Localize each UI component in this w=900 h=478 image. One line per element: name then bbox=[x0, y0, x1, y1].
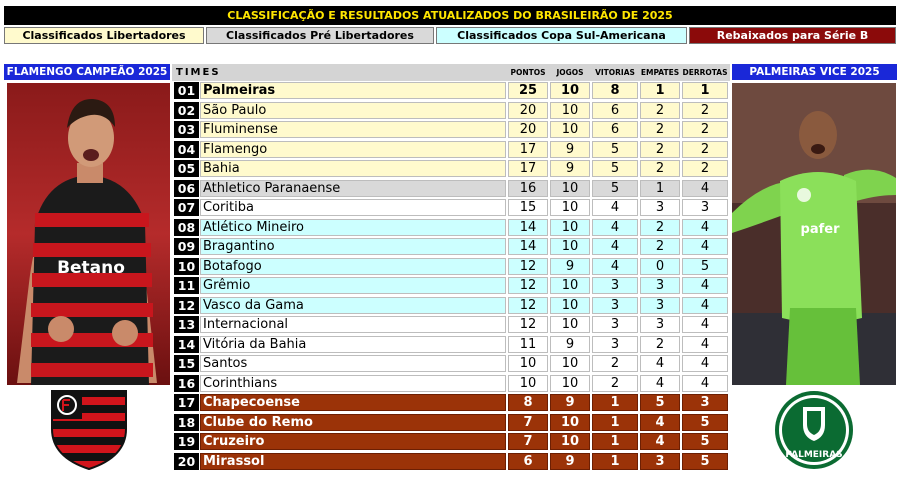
losses-value: 5 bbox=[682, 414, 728, 431]
draws-value: 4 bbox=[640, 414, 680, 431]
position-badge: 11 bbox=[174, 277, 199, 294]
points-value: 17 bbox=[508, 141, 548, 158]
table-row bbox=[172, 452, 730, 471]
header-wins: VITORIAS bbox=[595, 68, 635, 77]
wins-value: 3 bbox=[592, 336, 638, 353]
svg-text:Betano: Betano bbox=[57, 258, 125, 278]
team-name: Santos bbox=[200, 355, 506, 372]
vice-player-photo bbox=[732, 83, 896, 385]
draws-value: 3 bbox=[640, 297, 680, 314]
games-value: 10 bbox=[550, 121, 590, 138]
wins-value: 4 bbox=[592, 258, 638, 275]
losses-value: 4 bbox=[682, 219, 728, 236]
wins-value: 5 bbox=[592, 160, 638, 177]
table-row bbox=[172, 237, 730, 256]
points-value: 12 bbox=[508, 316, 548, 333]
games-value: 10 bbox=[550, 238, 590, 255]
wins-value: 2 bbox=[592, 375, 638, 392]
champion-player-photo bbox=[7, 83, 170, 385]
draws-value: 2 bbox=[640, 336, 680, 353]
games-value: 10 bbox=[550, 316, 590, 333]
legend-libertadores: Classificados Libertadores bbox=[4, 27, 204, 44]
header-games: JOGOS bbox=[556, 68, 584, 77]
position-badge: 03 bbox=[174, 121, 199, 138]
table-row bbox=[172, 140, 730, 159]
draws-value: 0 bbox=[640, 258, 680, 275]
flamengo-crest-icon bbox=[7, 388, 170, 472]
games-value: 9 bbox=[550, 394, 590, 411]
draws-value: 4 bbox=[640, 375, 680, 392]
page-title: CLASSIFICAÇÃO E RESULTADOS ATUALIZADOS DO BRASILEIRÃO DE 2025 bbox=[4, 6, 896, 25]
losses-value: 2 bbox=[682, 141, 728, 158]
wins-value: 5 bbox=[592, 180, 638, 197]
header-draws: EMPATES bbox=[640, 68, 680, 77]
position-badge: 14 bbox=[174, 336, 199, 353]
team-name: São Paulo bbox=[200, 102, 506, 119]
draws-value: 2 bbox=[640, 238, 680, 255]
team-name: Corinthians bbox=[200, 375, 506, 392]
svg-text:PALMEIRAS: PALMEIRAS bbox=[785, 450, 843, 460]
position-badge: 06 bbox=[174, 180, 199, 197]
standings-header bbox=[172, 64, 730, 81]
losses-value: 4 bbox=[682, 355, 728, 372]
points-value: 15 bbox=[508, 199, 548, 216]
position-badge: 10 bbox=[174, 258, 199, 275]
team-name: Vitória da Bahia bbox=[200, 336, 506, 353]
team-name: Flamengo bbox=[200, 141, 506, 158]
losses-value: 4 bbox=[682, 336, 728, 353]
losses-value: 2 bbox=[682, 121, 728, 138]
team-name: Mirassol bbox=[200, 453, 506, 470]
team-name: Bahia bbox=[200, 160, 506, 177]
position-badge: 08 bbox=[174, 219, 199, 236]
table-row bbox=[172, 81, 730, 100]
draws-value: 3 bbox=[640, 277, 680, 294]
losses-value: 4 bbox=[682, 180, 728, 197]
table-row bbox=[172, 198, 730, 217]
draws-value: 2 bbox=[640, 160, 680, 177]
losses-value: 4 bbox=[682, 297, 728, 314]
games-value: 9 bbox=[550, 336, 590, 353]
losses-value: 2 bbox=[682, 160, 728, 177]
draws-value: 2 bbox=[640, 219, 680, 236]
palmeiras-crest-icon bbox=[732, 388, 896, 472]
wins-value: 3 bbox=[592, 297, 638, 314]
wins-value: 4 bbox=[592, 219, 638, 236]
table-row bbox=[172, 101, 730, 120]
games-value: 10 bbox=[550, 375, 590, 392]
position-badge: 18 bbox=[174, 414, 199, 431]
table-row bbox=[172, 432, 730, 451]
team-name: Clube do Remo bbox=[200, 414, 506, 431]
table-row bbox=[172, 179, 730, 198]
header-losses: DERROTAS bbox=[682, 68, 728, 77]
table-row bbox=[172, 218, 730, 237]
wins-value: 1 bbox=[592, 453, 638, 470]
table-row bbox=[172, 354, 730, 373]
header-points: PONTOS bbox=[510, 68, 546, 77]
wins-value: 1 bbox=[592, 414, 638, 431]
losses-value: 4 bbox=[682, 316, 728, 333]
draws-value: 2 bbox=[640, 121, 680, 138]
losses-value: 5 bbox=[682, 258, 728, 275]
games-value: 10 bbox=[550, 82, 590, 99]
points-value: 11 bbox=[508, 336, 548, 353]
games-value: 10 bbox=[550, 433, 590, 450]
wins-value: 6 bbox=[592, 121, 638, 138]
team-name: Internacional bbox=[200, 316, 506, 333]
legend-pre-libertadores: Classificados Pré Libertadores bbox=[206, 27, 434, 44]
header-teams: TIMES bbox=[176, 67, 221, 78]
wins-value: 1 bbox=[592, 433, 638, 450]
team-name: Vasco da Gama bbox=[200, 297, 506, 314]
table-row bbox=[172, 120, 730, 139]
points-value: 8 bbox=[508, 394, 548, 411]
games-value: 9 bbox=[550, 453, 590, 470]
draws-value: 5 bbox=[640, 394, 680, 411]
losses-value: 5 bbox=[682, 453, 728, 470]
games-value: 10 bbox=[550, 297, 590, 314]
points-value: 20 bbox=[508, 102, 548, 119]
losses-value: 3 bbox=[682, 394, 728, 411]
points-value: 10 bbox=[508, 375, 548, 392]
wins-value: 4 bbox=[592, 238, 638, 255]
table-row bbox=[172, 159, 730, 178]
losses-value: 2 bbox=[682, 102, 728, 119]
points-value: 12 bbox=[508, 297, 548, 314]
champion-header: FLAMENGO CAMPEÃO 2025 bbox=[4, 64, 170, 80]
draws-value: 1 bbox=[640, 82, 680, 99]
table-row bbox=[172, 257, 730, 276]
games-value: 10 bbox=[550, 102, 590, 119]
points-value: 17 bbox=[508, 160, 548, 177]
games-value: 10 bbox=[550, 355, 590, 372]
svg-text:pafer: pafer bbox=[800, 222, 840, 237]
points-value: 25 bbox=[508, 82, 548, 99]
table-row bbox=[172, 315, 730, 334]
points-value: 7 bbox=[508, 433, 548, 450]
losses-value: 4 bbox=[682, 238, 728, 255]
table-row bbox=[172, 335, 730, 354]
position-badge: 16 bbox=[174, 375, 199, 392]
points-value: 12 bbox=[508, 258, 548, 275]
position-badge: 20 bbox=[174, 453, 199, 470]
points-value: 12 bbox=[508, 277, 548, 294]
position-badge: 01 bbox=[174, 82, 199, 99]
position-badge: 09 bbox=[174, 238, 199, 255]
losses-value: 3 bbox=[682, 199, 728, 216]
draws-value: 3 bbox=[640, 199, 680, 216]
wins-value: 3 bbox=[592, 277, 638, 294]
wins-value: 8 bbox=[592, 82, 638, 99]
draws-value: 2 bbox=[640, 102, 680, 119]
team-name: Atlético Mineiro bbox=[200, 219, 506, 236]
points-value: 20 bbox=[508, 121, 548, 138]
points-value: 14 bbox=[508, 219, 548, 236]
table-row bbox=[172, 393, 730, 412]
position-badge: 15 bbox=[174, 355, 199, 372]
games-value: 9 bbox=[550, 141, 590, 158]
position-badge: 19 bbox=[174, 433, 199, 450]
legend-relegated: Rebaixados para Série B bbox=[689, 27, 896, 44]
vice-header: PALMEIRAS VICE 2025 bbox=[732, 64, 897, 80]
wins-value: 6 bbox=[592, 102, 638, 119]
team-name: Athletico Paranaense bbox=[200, 180, 506, 197]
team-name: Bragantino bbox=[200, 238, 506, 255]
losses-value: 1 bbox=[682, 82, 728, 99]
draws-value: 4 bbox=[640, 433, 680, 450]
table-row bbox=[172, 296, 730, 315]
points-value: 7 bbox=[508, 414, 548, 431]
wins-value: 5 bbox=[592, 141, 638, 158]
legend-sulamericana: Classificados Copa Sul-Americana bbox=[436, 27, 687, 44]
losses-value: 4 bbox=[682, 375, 728, 392]
team-name: Grêmio bbox=[200, 277, 506, 294]
games-value: 10 bbox=[550, 277, 590, 294]
games-value: 10 bbox=[550, 180, 590, 197]
position-badge: 07 bbox=[174, 199, 199, 216]
points-value: 16 bbox=[508, 180, 548, 197]
team-name: Chapecoense bbox=[200, 394, 506, 411]
points-value: 6 bbox=[508, 453, 548, 470]
table-row bbox=[172, 276, 730, 295]
draws-value: 3 bbox=[640, 316, 680, 333]
points-value: 14 bbox=[508, 238, 548, 255]
losses-value: 5 bbox=[682, 433, 728, 450]
games-value: 9 bbox=[550, 258, 590, 275]
position-badge: 05 bbox=[174, 160, 199, 177]
draws-value: 4 bbox=[640, 355, 680, 372]
draws-value: 2 bbox=[640, 141, 680, 158]
draws-value: 3 bbox=[640, 453, 680, 470]
table-row bbox=[172, 374, 730, 393]
team-name: Coritiba bbox=[200, 199, 506, 216]
position-badge: 13 bbox=[174, 316, 199, 333]
games-value: 10 bbox=[550, 414, 590, 431]
wins-value: 1 bbox=[592, 394, 638, 411]
team-name: Palmeiras bbox=[200, 82, 506, 99]
games-value: 10 bbox=[550, 219, 590, 236]
wins-value: 2 bbox=[592, 355, 638, 372]
games-value: 10 bbox=[550, 199, 590, 216]
position-badge: 04 bbox=[174, 141, 199, 158]
points-value: 10 bbox=[508, 355, 548, 372]
wins-value: 4 bbox=[592, 199, 638, 216]
team-name: Cruzeiro bbox=[200, 433, 506, 450]
games-value: 9 bbox=[550, 160, 590, 177]
draws-value: 1 bbox=[640, 180, 680, 197]
wins-value: 3 bbox=[592, 316, 638, 333]
position-badge: 12 bbox=[174, 297, 199, 314]
position-badge: 02 bbox=[174, 102, 199, 119]
team-name: Botafogo bbox=[200, 258, 506, 275]
team-name: Fluminense bbox=[200, 121, 506, 138]
losses-value: 4 bbox=[682, 277, 728, 294]
table-row bbox=[172, 413, 730, 432]
position-badge: 17 bbox=[174, 394, 199, 411]
